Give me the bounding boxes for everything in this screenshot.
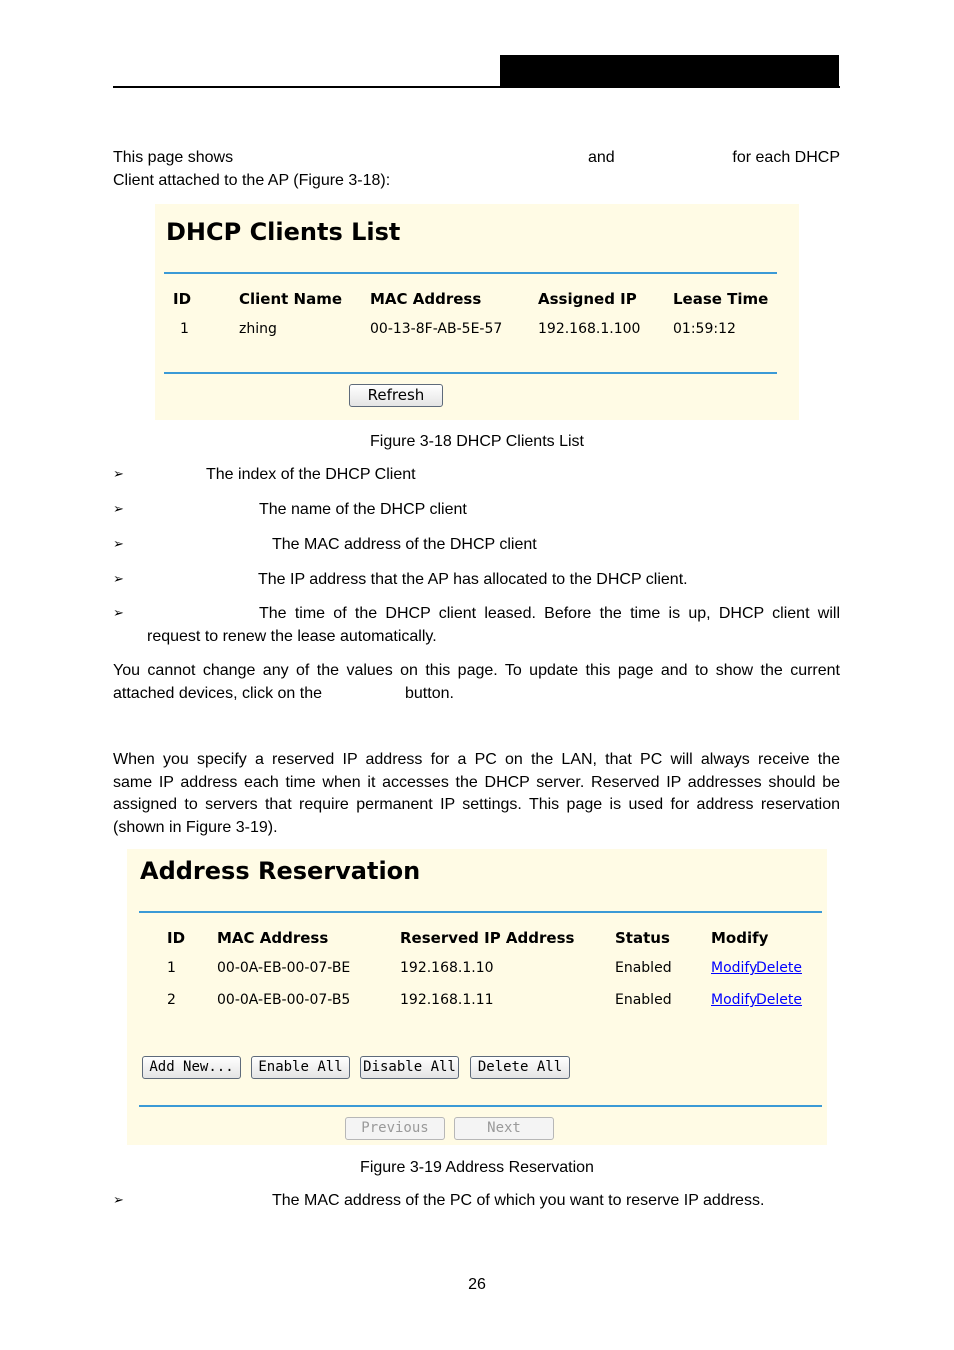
delete-link[interactable]: Delete xyxy=(756,960,802,976)
delete-all-button[interactable]: Delete All xyxy=(470,1056,570,1079)
next-button[interactable]: Next xyxy=(454,1117,554,1140)
update-line1: You cannot change any of the values on this page. To update this page and to show the current xyxy=(113,662,840,679)
col-header-status: Status xyxy=(615,929,670,947)
modify-link[interactable]: Modify xyxy=(711,992,758,1008)
col-header-mac-address: MAC Address xyxy=(370,290,482,308)
cell-assigned-ip: 192.168.1.100 xyxy=(538,321,641,337)
col-header-id: ID xyxy=(167,929,186,947)
figure-bottom-rule xyxy=(164,372,777,374)
bullet-arrow-icon: ➢ xyxy=(113,502,124,517)
refresh-button[interactable]: Refresh xyxy=(349,384,443,407)
cell-mac-address: 00-0A-EB-00-07-BE xyxy=(217,960,351,976)
bullet-arrow-icon: ➢ xyxy=(113,467,124,482)
update-paragraph xyxy=(113,660,840,705)
bullet-text: The index of the DHCP Client xyxy=(206,466,416,483)
figure-3-18-caption: Figure 3-18 DHCP Clients List xyxy=(369,433,584,450)
bullet-text-continuation: request to renew the lease automatically. xyxy=(147,628,437,645)
cell-id: 1 xyxy=(180,321,189,337)
figure-bottom-rule xyxy=(139,1105,822,1107)
page-number: 26 xyxy=(468,1276,486,1293)
intro-paragraph xyxy=(113,147,840,192)
cell-lease-time: 01:59:12 xyxy=(673,321,736,337)
intro-part3: for each DHCP xyxy=(732,149,840,166)
cell-reserved-ip: 192.168.1.10 xyxy=(400,960,494,976)
add-new-button[interactable]: Add New... xyxy=(142,1056,241,1079)
col-header-assigned-ip: Assigned IP xyxy=(538,290,637,308)
bullet-text: The time of the DHCP client leased. Before the time is up, DHCP client will xyxy=(259,605,840,622)
intro-part2: and xyxy=(588,149,615,166)
col-header-reserved-ip: Reserved IP Address xyxy=(400,929,575,947)
enable-all-button[interactable]: Enable All xyxy=(251,1056,350,1079)
cell-mac-address: 00-0A-EB-00-07-B5 xyxy=(217,992,351,1008)
intro-part1: This page shows xyxy=(113,149,234,166)
intro-line2: Client attached to the AP (Figure 3-18): xyxy=(113,171,391,189)
figure-top-rule xyxy=(164,272,777,274)
reservation-line4: (shown in Figure 3-19). xyxy=(113,818,278,836)
address-reservation-figure xyxy=(127,849,827,1145)
figure-title: DHCP Clients List xyxy=(166,218,401,246)
bullet-text: The IP address that the AP has allocated to the DHCP client. xyxy=(258,571,688,588)
delete-link[interactable]: Delete xyxy=(756,992,802,1008)
col-header-id: ID xyxy=(173,290,192,308)
disable-all-button[interactable]: Disable All xyxy=(360,1056,459,1079)
cell-client-name: zhing xyxy=(239,321,277,337)
bullet-arrow-icon: ➢ xyxy=(113,572,124,587)
figure-top-rule xyxy=(139,911,822,913)
col-header-lease-time: Lease Time xyxy=(673,290,769,308)
figure-title: Address Reservation xyxy=(140,857,421,885)
bullet-arrow-icon: ➢ xyxy=(113,537,124,552)
col-header-modify: Modify xyxy=(711,929,769,947)
reservation-line3: assigned to servers that require permanent IP settings. This page is used for address reservation xyxy=(113,796,840,813)
update-line2a: attached devices, click on the xyxy=(113,684,323,702)
cell-id: 1 xyxy=(167,960,176,976)
bullet-text: The name of the DHCP client xyxy=(259,501,467,518)
bullet-text: The MAC address of the PC of which you want to reserve IP address. xyxy=(272,1192,765,1209)
cell-reserved-ip: 192.168.1.11 xyxy=(400,992,494,1008)
bullet-arrow-icon: ➢ xyxy=(113,1193,124,1208)
figure-3-19-caption: Figure 3-19 Address Reservation xyxy=(360,1159,594,1176)
update-line2b: button. xyxy=(405,684,454,702)
reservation-line2: same IP address each time when it accesses the DHCP server. Reserved IP addresses should be xyxy=(113,773,840,791)
dhcp-clients-figure xyxy=(155,204,799,420)
cell-id: 2 xyxy=(167,992,176,1008)
modify-link[interactable]: Modify xyxy=(711,960,758,976)
cell-status: Enabled xyxy=(615,992,672,1008)
reservation-line1: When you specify a reserved IP address for a PC on the LAN, that PC will always receive the xyxy=(113,751,840,768)
bullet-text: The MAC address of the DHCP client xyxy=(272,536,537,553)
cell-mac-address: 00-13-8F-AB-5E-57 xyxy=(370,321,503,337)
col-header-client-name: Client Name xyxy=(239,290,343,308)
col-header-mac-address: MAC Address xyxy=(217,929,329,947)
previous-button[interactable]: Previous xyxy=(345,1117,445,1140)
bullet-arrow-icon: ➢ xyxy=(113,606,124,621)
reservation-paragraph xyxy=(113,749,840,839)
header-black-bar xyxy=(500,55,839,88)
cell-status: Enabled xyxy=(615,960,672,976)
